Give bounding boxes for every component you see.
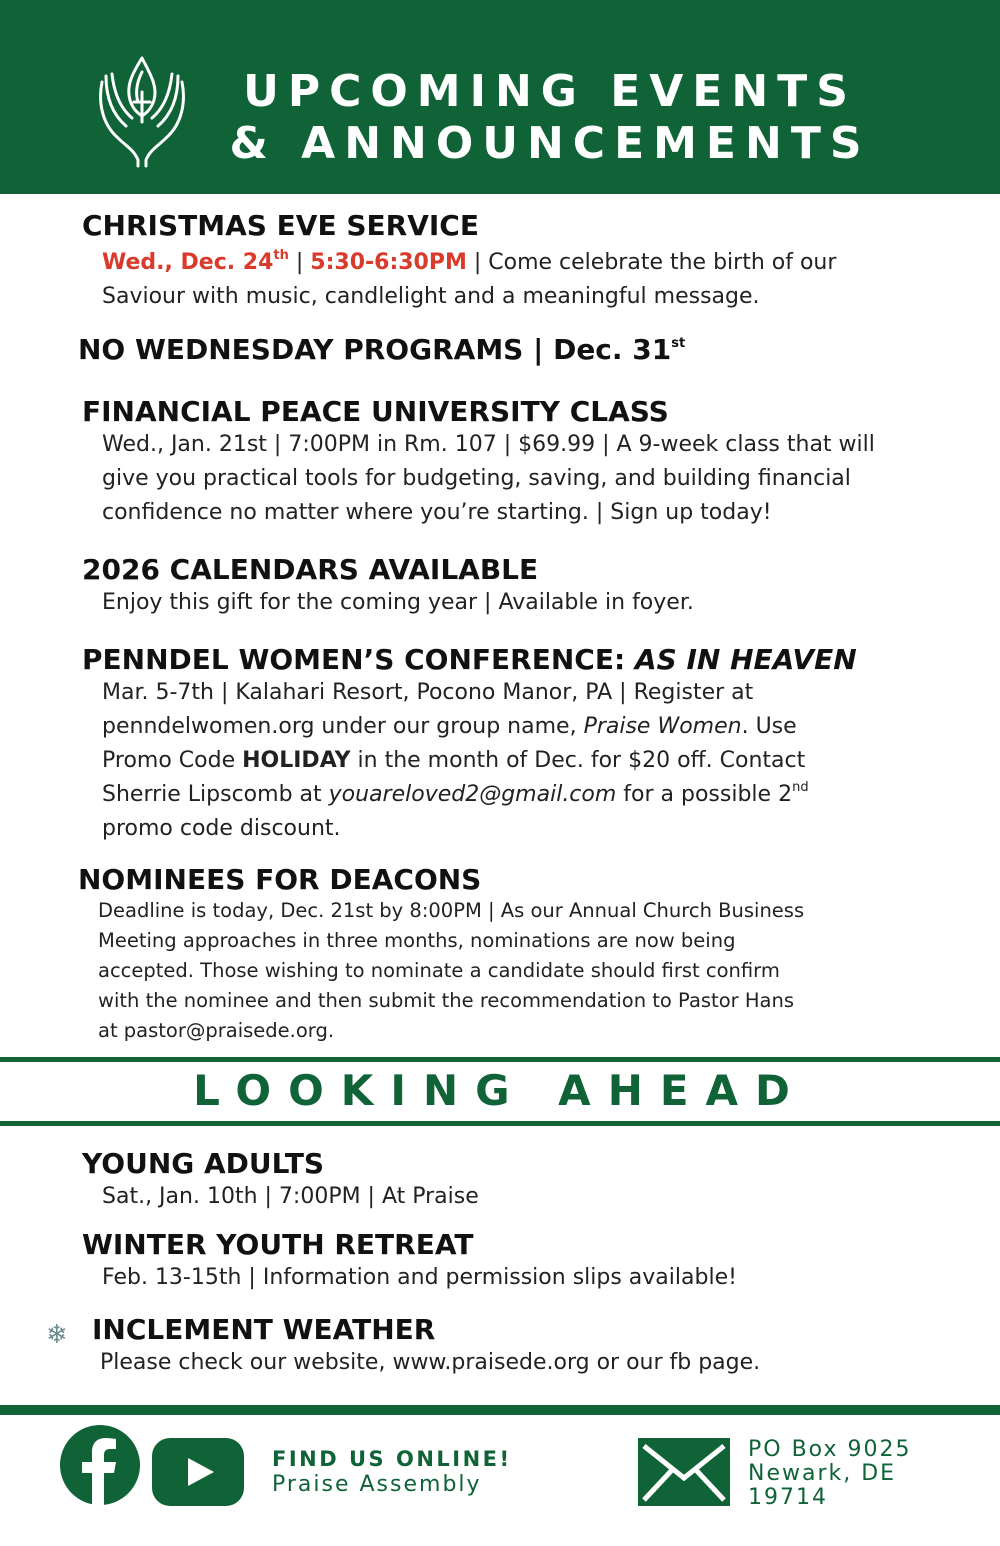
section-body: Wed., Jan. 21st | 7:00PM in Rm. 107 | $69.99 | A 9-week class that will give you practical tools for budgeting, saving, and building financial confidence no matter where you’re starting. | Sign up today! (102, 432, 875, 525)
mailing-address: PO Box 9025 Newark, DE 19714 (748, 1437, 912, 1510)
section-title: PENNDEL WOMEN’S CONFERENCE: AS IN HEAVEN (82, 643, 857, 676)
christmas-eve-section (82, 210, 1000, 314)
section-title: CHRISTMAS EVE SERVICE (82, 209, 479, 242)
contact-email: youareloved2@gmail.com (328, 782, 617, 807)
title-line-2: & ANNOUNCEMENTS (229, 118, 871, 169)
section-title: INCLEMENT WEATHER (92, 1313, 436, 1346)
no-wednesday-section (78, 334, 1000, 366)
snowflake-icon: ❄ (46, 1320, 68, 1350)
footer-divider (0, 1405, 1000, 1415)
section-body: Feb. 13-15th | Information and permission slips available! (102, 1265, 737, 1290)
event-time: 5:30-6:30PM (310, 250, 467, 275)
mail-envelope-icon (638, 1438, 730, 1506)
womens-conference-section (82, 644, 1000, 846)
section-body: Sat., Jan. 10th | 7:00PM | At Praise (102, 1184, 479, 1209)
section-title: NOMINEES FOR DEACONS (78, 863, 482, 896)
section-title: 2026 CALENDARS AVAILABLE (82, 553, 539, 586)
section-body: Deadline is today, Dec. 21st by 8:00PM | As our Annual Church Business Meeting approaches in three months, nominations are now being accepted. Those wishing to nominate a candidate should first confirm with the nominee and then submit the recommendation to Pastor Hans at pastor@praisede.org. (98, 899, 805, 1042)
section-title: NO WEDNESDAY PROGRAMS | Dec. 31st (78, 333, 686, 366)
section-title: FINANCIAL PEACE UNIVERSITY CLASS (82, 395, 669, 428)
financial-peace-section (82, 396, 1000, 530)
facebook-icon[interactable] (60, 1425, 140, 1505)
church-logo-icon (92, 52, 192, 172)
looking-ahead-title: LOOKING AHEAD (193, 1066, 807, 1115)
header-banner (0, 0, 1000, 194)
promo-code: HOLIDAY (242, 748, 351, 773)
inclement-weather-section (92, 1314, 1000, 1380)
page-title (210, 66, 890, 170)
section-body: Please check our website, www.praisede.org or our fb page. (100, 1350, 761, 1375)
section-body: Enjoy this gift for the coming year | Available in foyer. (102, 590, 694, 615)
church-name: Praise Assembly (272, 1472, 482, 1497)
young-adults-section (82, 1148, 1000, 1214)
section-body: Mar. 5-7th | Kalahari Resort, Pocono Manor, PA | Register at penndelwomen.org under our group name, Praise Women. Use Promo Code HOLIDAY in the month of Dec. for $20 off. Contact Sherrie Lipscomb at youareloved2@gmail.com for a possible 2nd promo code discount. (102, 680, 809, 841)
section-body: Wed., Dec. 24th | 5:30-6:30PM | Come celebrate the birth of our Saviour with music, candlelight and a meaningful message. (102, 247, 837, 309)
deacons-section (78, 864, 1000, 1046)
event-date: Wed., Dec. 24th (102, 247, 289, 275)
divider-top (0, 1057, 1000, 1062)
youtube-icon[interactable] (152, 1438, 244, 1506)
section-title: WINTER YOUTH RETREAT (82, 1228, 474, 1261)
youth-retreat-section (82, 1229, 1000, 1295)
section-title: YOUNG ADULTS (82, 1147, 325, 1180)
calendars-section (82, 554, 1000, 620)
divider-bottom (0, 1121, 1000, 1126)
find-us-online-label: FIND US ONLINE! (272, 1447, 512, 1471)
title-line-1: UPCOMING EVENTS (243, 66, 857, 117)
